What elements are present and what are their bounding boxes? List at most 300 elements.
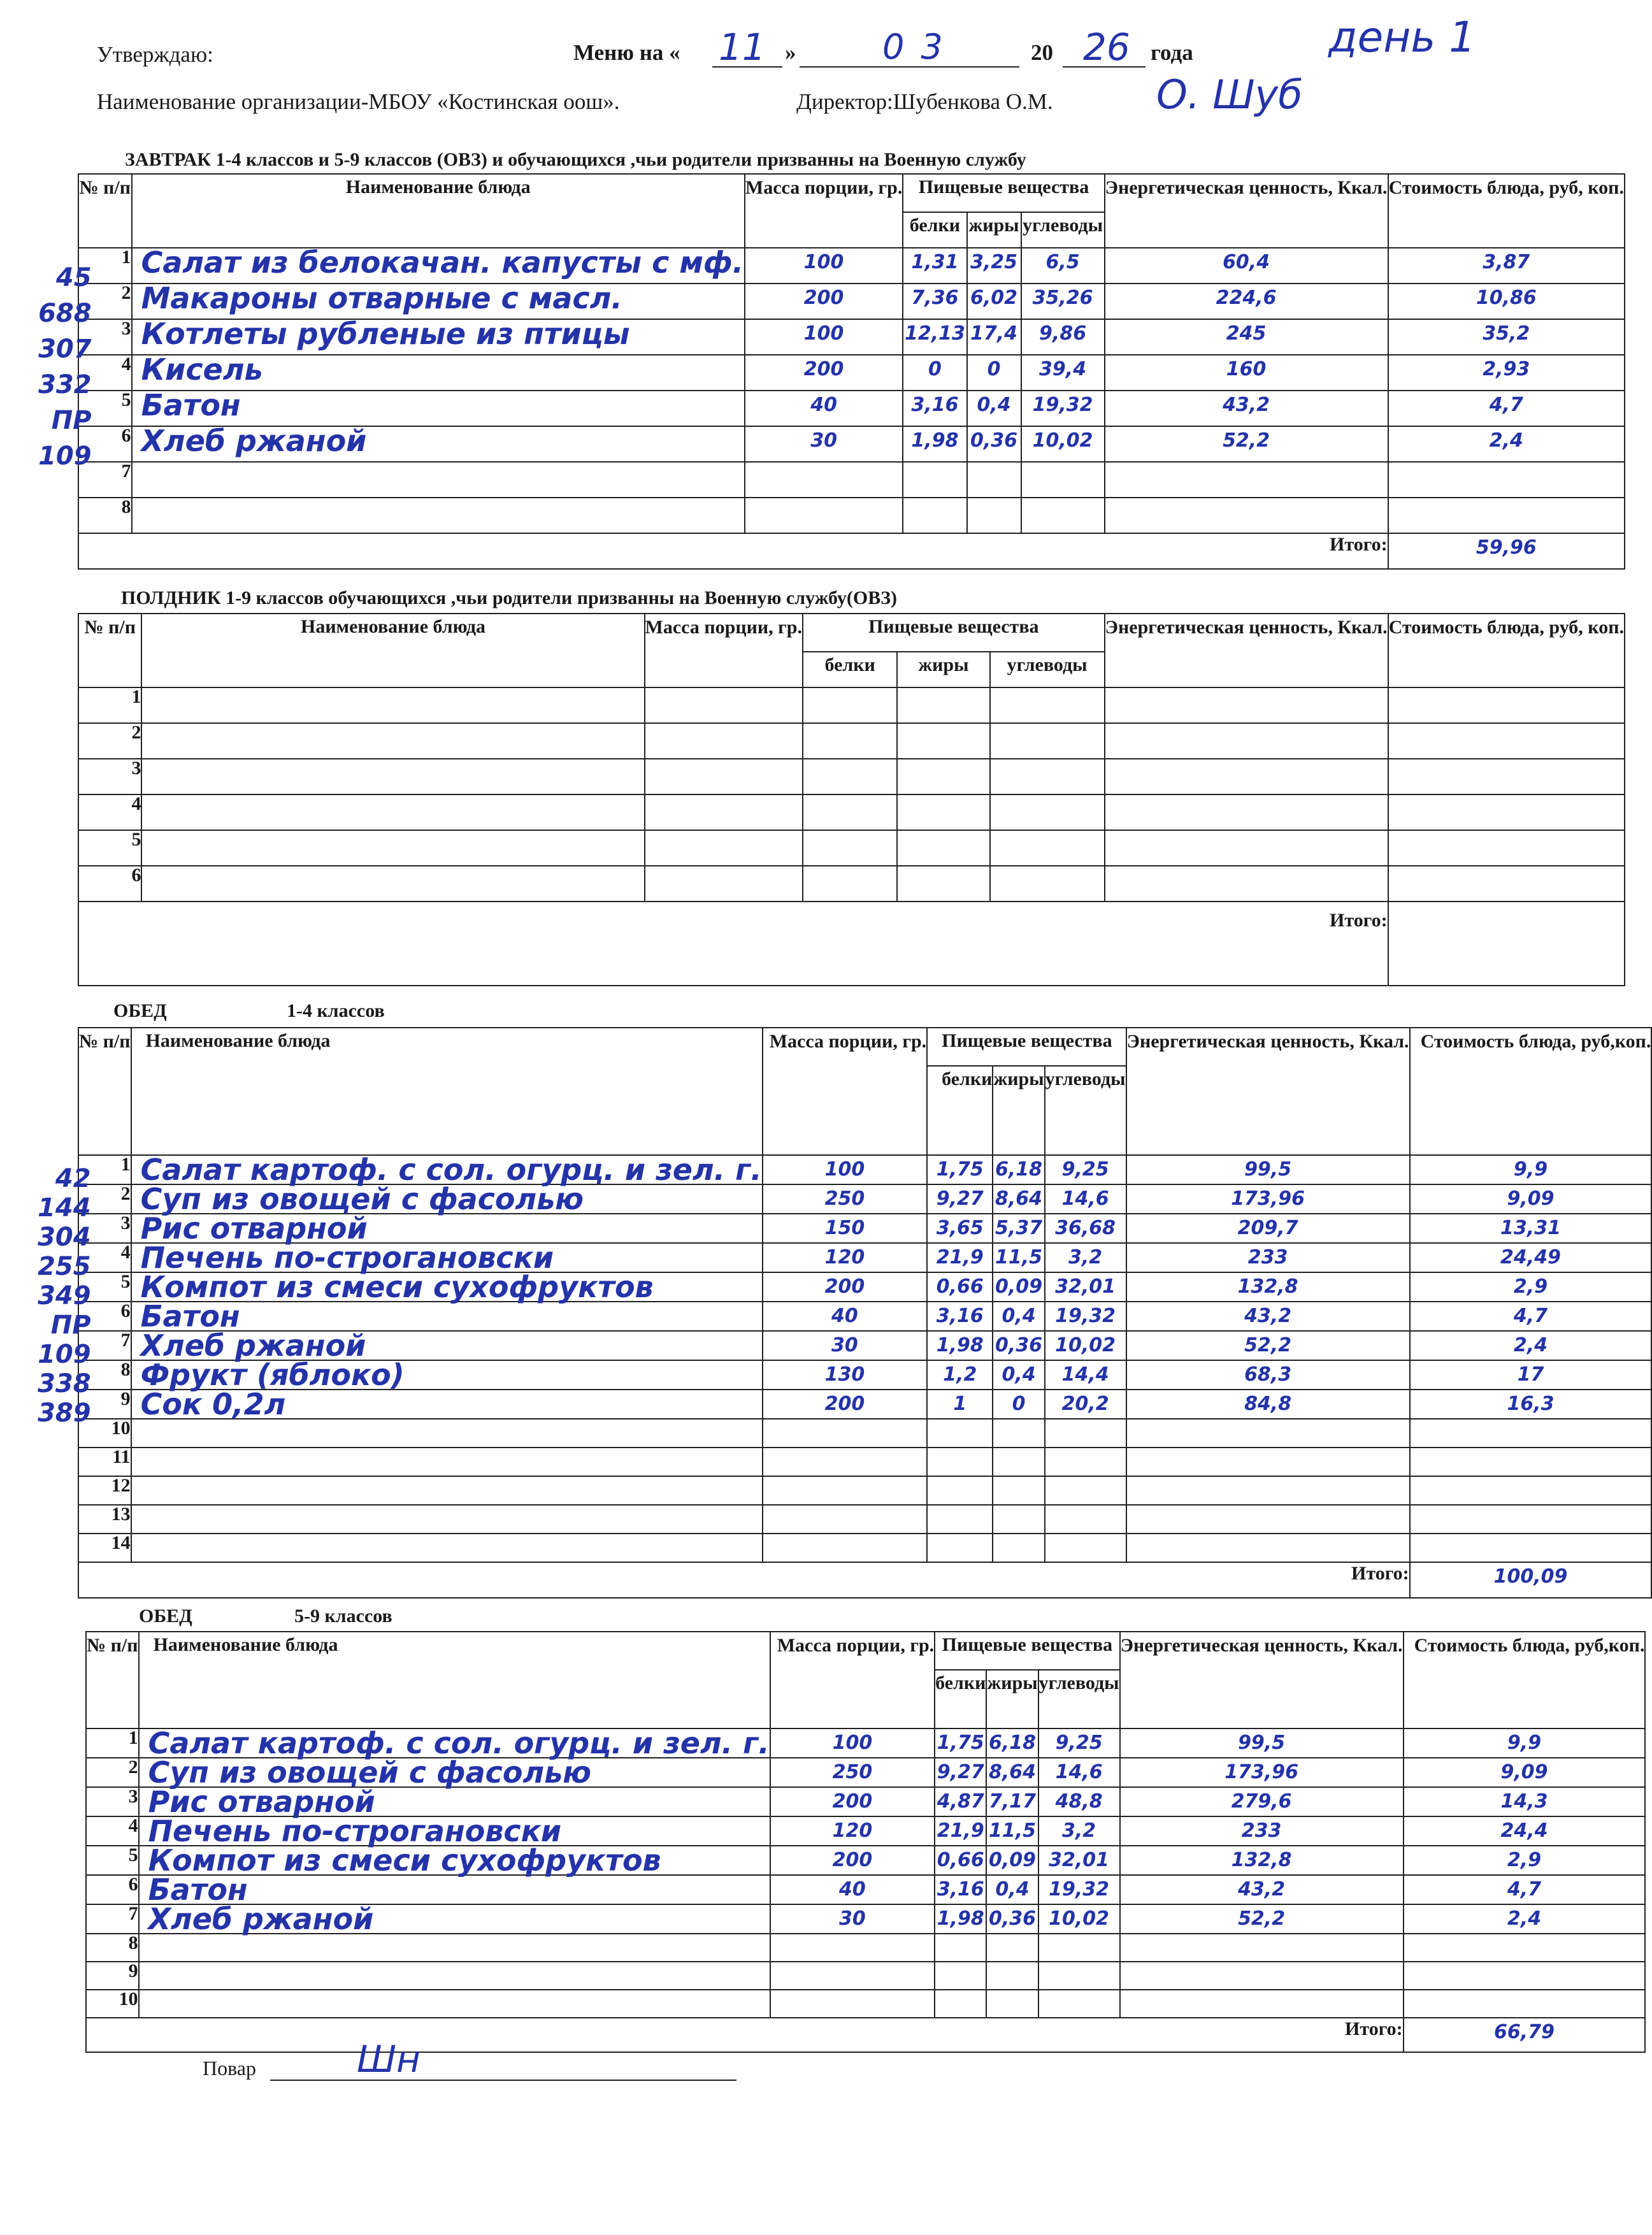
cell-carbs bbox=[1045, 1419, 1126, 1448]
row-number bbox=[38, 1212, 131, 1252]
cell-energy bbox=[1126, 1476, 1410, 1505]
cell-dish: Батон bbox=[132, 391, 745, 426]
col-nutrients: Пищевые вещества bbox=[803, 614, 1105, 652]
breakfast-rows bbox=[38, 245, 1625, 533]
cell-dish bbox=[131, 1476, 763, 1505]
cell-cost bbox=[1410, 1505, 1652, 1534]
col-cost: Стоимость блюда, руб,коп. bbox=[1404, 1632, 1646, 1728]
cell-dish bbox=[131, 1419, 763, 1448]
cell-dish bbox=[141, 794, 644, 830]
lunch59-rows bbox=[86, 1728, 1645, 2018]
menu-on-label: Меню на « bbox=[573, 40, 680, 65]
cell-protein: 21,9 bbox=[927, 1243, 993, 1272]
cell-energy bbox=[1105, 687, 1388, 723]
cell-energy bbox=[1126, 1505, 1410, 1534]
cell-energy bbox=[1120, 1962, 1404, 1990]
cell-protein bbox=[927, 1505, 993, 1534]
cell-cost: 9,9 bbox=[1404, 1728, 1646, 1758]
cell-protein bbox=[803, 723, 897, 759]
cell-energy bbox=[1105, 723, 1388, 759]
cell-energy: 68,3 bbox=[1126, 1360, 1410, 1390]
col-mass: Масса порции, гр. bbox=[745, 174, 903, 248]
cell-protein bbox=[803, 866, 897, 902]
cell-dish: Кисель bbox=[132, 355, 745, 391]
table-row bbox=[86, 1962, 1645, 1990]
table-row bbox=[78, 723, 1625, 759]
row-number: 1 bbox=[78, 687, 141, 723]
cell-mass: 200 bbox=[763, 1272, 927, 1302]
row-number-text: 1 bbox=[121, 247, 131, 268]
col-cost: Стоимость блюда, руб,коп. bbox=[1410, 1028, 1652, 1155]
row-number bbox=[55, 1154, 131, 1193]
director-signature: О. Шуб bbox=[1156, 71, 1303, 118]
cell-fat bbox=[897, 759, 989, 794]
table-row bbox=[78, 1155, 1651, 1184]
table-row bbox=[78, 1476, 1651, 1505]
table-row bbox=[78, 1214, 1651, 1243]
director-name: Директор:Шубенкова О.М. bbox=[796, 89, 1053, 114]
cell-fat bbox=[967, 462, 1021, 498]
cell-energy: 43,2 bbox=[1120, 1875, 1404, 1904]
table-row bbox=[78, 1272, 1651, 1302]
cell-mass bbox=[745, 498, 903, 533]
col-fat: жиры bbox=[897, 652, 989, 687]
col-protein: белки bbox=[903, 212, 966, 248]
cell-mass bbox=[645, 830, 803, 866]
cell-protein bbox=[935, 1990, 986, 2018]
lunch14-classes: 1-4 классов bbox=[287, 1000, 385, 1021]
breakfast-total-row bbox=[78, 533, 1625, 569]
row-number bbox=[38, 1271, 131, 1311]
row-number bbox=[78, 498, 132, 533]
cell-energy bbox=[1120, 1990, 1404, 2018]
col-nutrients: Пищевые вещества bbox=[927, 1028, 1126, 1066]
cell-energy: 84,8 bbox=[1126, 1390, 1410, 1419]
lunch14-total-label: Итого: bbox=[78, 1562, 1410, 1598]
cell-dish: Батон bbox=[139, 1875, 770, 1904]
cell-dish: Салат картоф. с сол. огурц. и зел. г. bbox=[131, 1155, 763, 1184]
cell-fat bbox=[897, 794, 989, 830]
row-number-text: 9 bbox=[120, 1388, 131, 1409]
snack-total-label: Итого: bbox=[78, 902, 1388, 986]
table-row bbox=[78, 284, 1625, 319]
row-number-text: 6 bbox=[120, 1300, 131, 1321]
col-nutrients: Пищевые вещества bbox=[935, 1632, 1119, 1670]
table-row bbox=[78, 355, 1625, 391]
cell-fat: 0,4 bbox=[986, 1875, 1038, 1904]
cell-carbs: 3,2 bbox=[1045, 1243, 1126, 1272]
cell-energy bbox=[1105, 498, 1388, 533]
table-row bbox=[78, 248, 1625, 284]
cell-protein bbox=[903, 498, 966, 533]
row-number: 6 bbox=[78, 866, 141, 902]
cell-protein: 1,98 bbox=[935, 1904, 986, 1934]
cell-energy: 99,5 bbox=[1120, 1728, 1404, 1758]
breakfast-table bbox=[38, 173, 1625, 570]
table-row bbox=[78, 759, 1625, 794]
cell-fat bbox=[897, 866, 989, 902]
lunch14-rows bbox=[38, 1153, 1651, 1562]
cell-protein: 9,27 bbox=[927, 1184, 993, 1214]
col-cost: Стоимость блюда, руб, коп. bbox=[1388, 174, 1625, 248]
cell-mass bbox=[770, 1962, 935, 1990]
cell-fat: 6,02 bbox=[967, 284, 1021, 319]
cell-energy bbox=[1105, 794, 1388, 830]
lunch14-total-value: 100,09 bbox=[1410, 1562, 1652, 1598]
col-fat: жиры bbox=[993, 1066, 1044, 1155]
row-number: 10 bbox=[86, 1990, 139, 2018]
cell-mass bbox=[745, 462, 903, 498]
cell-dish bbox=[141, 830, 644, 866]
cell-energy: 173,96 bbox=[1126, 1184, 1410, 1214]
cell-cost: 4,7 bbox=[1388, 391, 1625, 426]
row-number bbox=[38, 1330, 131, 1369]
cell-fat bbox=[986, 1934, 1038, 1962]
cell-protein: 0 bbox=[903, 355, 966, 391]
cell-energy bbox=[1126, 1419, 1410, 1448]
cell-dish bbox=[132, 498, 745, 533]
table-row bbox=[78, 1448, 1651, 1476]
row-number bbox=[38, 425, 132, 471]
row-number: 8 bbox=[86, 1934, 139, 1962]
row-number bbox=[38, 1242, 131, 1281]
cell-protein: 1,75 bbox=[927, 1155, 993, 1184]
cell-protein: 1 bbox=[927, 1390, 993, 1419]
cell-fat bbox=[993, 1505, 1044, 1534]
row-number-text: 8 bbox=[120, 1359, 131, 1380]
cell-dish: Хлеб ржаной bbox=[132, 426, 745, 462]
cell-mass: 100 bbox=[770, 1728, 935, 1758]
cell-fat: 17,4 bbox=[967, 319, 1021, 355]
cell-dish: Хлеб ржаной bbox=[131, 1331, 763, 1360]
cell-energy: 279,6 bbox=[1120, 1787, 1404, 1816]
cell-carbs: 6,5 bbox=[1021, 248, 1105, 284]
cell-carbs: 48,8 bbox=[1038, 1787, 1120, 1816]
cell-energy: 132,8 bbox=[1120, 1846, 1404, 1875]
recipe-code: 304 bbox=[38, 1223, 91, 1252]
cell-cost: 2,4 bbox=[1410, 1331, 1652, 1360]
cell-cost: 14,3 bbox=[1404, 1787, 1646, 1816]
cell-protein: 3,65 bbox=[927, 1214, 993, 1243]
cell-cost bbox=[1388, 687, 1625, 723]
cell-cost: 35,2 bbox=[1388, 319, 1625, 355]
cell-carbs: 10,02 bbox=[1038, 1904, 1120, 1934]
cell-mass: 100 bbox=[745, 248, 903, 284]
table-row bbox=[78, 391, 1625, 426]
recipe-code: 338 bbox=[38, 1369, 91, 1398]
cell-mass: 200 bbox=[770, 1787, 935, 1816]
cell-fat bbox=[993, 1419, 1044, 1448]
approve-label: Утверждаю: bbox=[97, 42, 213, 67]
cell-cost bbox=[1388, 830, 1625, 866]
cell-protein bbox=[927, 1534, 993, 1562]
snack-rows bbox=[78, 687, 1625, 902]
recipe-code: 307 bbox=[38, 334, 92, 364]
cell-protein bbox=[927, 1419, 993, 1448]
cell-mass: 100 bbox=[763, 1155, 927, 1184]
year-suffix: года bbox=[1151, 40, 1193, 65]
cell-mass: 250 bbox=[770, 1758, 935, 1787]
cell-dish: Суп из овощей с фасолью bbox=[139, 1758, 770, 1787]
cell-mass: 200 bbox=[770, 1846, 935, 1875]
table-row bbox=[78, 1302, 1651, 1331]
recipe-code: 332 bbox=[38, 370, 92, 399]
cell-energy: 160 bbox=[1105, 355, 1388, 391]
breakfast-header-row bbox=[78, 174, 1625, 212]
cell-cost: 24,4 bbox=[1404, 1816, 1646, 1846]
recipe-code: 688 bbox=[38, 299, 92, 328]
cell-cost bbox=[1404, 1934, 1646, 1962]
cell-dish: Печень по-строгановски bbox=[131, 1243, 763, 1272]
cell-dish: Хлеб ржаной bbox=[139, 1904, 770, 1934]
cell-mass: 30 bbox=[763, 1331, 927, 1360]
col-dish: Наименование блюда bbox=[139, 1632, 770, 1728]
cell-fat: 0,09 bbox=[986, 1846, 1038, 1875]
row-number: 10 bbox=[78, 1419, 131, 1448]
cell-cost bbox=[1410, 1534, 1652, 1562]
cell-mass bbox=[645, 687, 803, 723]
row-number: 6 bbox=[86, 1875, 139, 1904]
row-number bbox=[38, 1359, 131, 1398]
table-row bbox=[78, 794, 1625, 830]
cell-protein bbox=[927, 1476, 993, 1505]
cell-dish bbox=[131, 1448, 763, 1476]
cell-mass: 200 bbox=[745, 284, 903, 319]
cell-protein: 3,16 bbox=[927, 1302, 993, 1331]
cell-energy: 233 bbox=[1126, 1243, 1410, 1272]
cell-protein: 21,9 bbox=[935, 1816, 986, 1846]
cell-fat: 0 bbox=[993, 1390, 1044, 1419]
cell-protein: 1,98 bbox=[927, 1331, 993, 1360]
cell-cost bbox=[1388, 866, 1625, 902]
cell-carbs bbox=[1021, 498, 1105, 533]
cell-mass: 200 bbox=[745, 355, 903, 391]
cell-carbs bbox=[1038, 1934, 1120, 1962]
cell-dish: Салат картоф. с сол. огурц. и зел. г. bbox=[139, 1728, 770, 1758]
recipe-code: ПР bbox=[51, 406, 92, 435]
cell-cost: 2,9 bbox=[1404, 1846, 1646, 1875]
col-num: № п/п bbox=[86, 1632, 139, 1728]
cell-mass bbox=[645, 794, 803, 830]
row-number bbox=[38, 1183, 131, 1223]
cell-carbs bbox=[990, 723, 1105, 759]
row-number: 2 bbox=[86, 1758, 139, 1787]
cell-fat bbox=[967, 498, 1021, 533]
row-number-text: 6 bbox=[121, 425, 131, 446]
row-number: 4 bbox=[78, 794, 141, 830]
cell-energy bbox=[1105, 462, 1388, 498]
cell-energy: 209,7 bbox=[1126, 1214, 1410, 1243]
cell-carbs bbox=[1045, 1505, 1126, 1534]
cell-dish: Компот из смеси сухофруктов bbox=[139, 1846, 770, 1875]
row-number-text: 3 bbox=[120, 1212, 131, 1233]
cell-dish: Сок 0,2л bbox=[131, 1390, 763, 1419]
col-energy: Энергетическая ценность, Ккал. bbox=[1120, 1632, 1404, 1728]
recipe-code: 45 bbox=[55, 263, 92, 292]
col-carbs: углеводы bbox=[990, 652, 1105, 687]
cell-energy: 52,2 bbox=[1126, 1331, 1410, 1360]
cell-dish: Батон bbox=[131, 1302, 763, 1331]
cook-signature-line bbox=[270, 2080, 736, 2081]
cell-protein: 12,13 bbox=[903, 319, 966, 355]
row-number: 14 bbox=[78, 1534, 131, 1562]
cell-energy: 173,96 bbox=[1120, 1758, 1404, 1787]
row-number-text: 7 bbox=[121, 461, 131, 482]
cell-protein bbox=[803, 687, 897, 723]
table-row bbox=[78, 1419, 1651, 1448]
cell-dish: Котлеты рубленые из птицы bbox=[132, 319, 745, 355]
cell-fat: 0,36 bbox=[993, 1331, 1044, 1360]
cell-cost bbox=[1388, 462, 1625, 498]
cell-carbs bbox=[1021, 462, 1105, 498]
cell-fat bbox=[986, 1962, 1038, 1990]
cell-carbs: 9,86 bbox=[1021, 319, 1105, 355]
cell-energy: 245 bbox=[1105, 319, 1388, 355]
cell-carbs: 3,2 bbox=[1038, 1816, 1120, 1846]
col-fat: жиры bbox=[986, 1670, 1038, 1728]
row-number: 3 bbox=[78, 759, 141, 794]
col-energy: Энергетическая ценность, Ккал. bbox=[1105, 614, 1388, 687]
cell-carbs: 19,32 bbox=[1038, 1875, 1120, 1904]
cell-fat: 0,09 bbox=[993, 1272, 1044, 1302]
cell-energy bbox=[1105, 866, 1388, 902]
row-number: 1 bbox=[86, 1728, 139, 1758]
table-row bbox=[86, 1875, 1645, 1904]
cell-mass bbox=[645, 759, 803, 794]
row-number: 4 bbox=[86, 1816, 139, 1846]
row-number-text: 7 bbox=[120, 1330, 131, 1351]
col-mass: Масса порции, гр. bbox=[770, 1632, 935, 1728]
recipe-code: 389 bbox=[38, 1398, 91, 1428]
row-number bbox=[51, 389, 132, 435]
recipe-code: 144 bbox=[38, 1193, 91, 1223]
cell-mass: 40 bbox=[745, 391, 903, 426]
cell-carbs: 14,4 bbox=[1045, 1360, 1126, 1390]
cell-mass bbox=[763, 1534, 927, 1562]
cell-carbs bbox=[1045, 1448, 1126, 1476]
recipe-code: ПР bbox=[50, 1311, 91, 1340]
cell-dish: Суп из овощей с фасолью bbox=[131, 1184, 763, 1214]
row-number-text: 2 bbox=[120, 1183, 131, 1204]
cell-energy: 43,2 bbox=[1126, 1302, 1410, 1331]
cell-fat: 6,18 bbox=[993, 1155, 1044, 1184]
cell-dish bbox=[132, 462, 745, 498]
cell-carbs: 39,4 bbox=[1021, 355, 1105, 391]
cell-cost: 16,3 bbox=[1410, 1390, 1652, 1419]
cell-cost: 24,49 bbox=[1410, 1243, 1652, 1272]
cell-mass bbox=[763, 1505, 927, 1534]
row-number-text: 4 bbox=[121, 354, 131, 375]
table-row bbox=[78, 1184, 1651, 1214]
col-energy: Энергетическая ценность, Ккал. bbox=[1105, 174, 1388, 248]
cell-mass bbox=[770, 1990, 935, 2018]
cell-fat bbox=[993, 1534, 1044, 1562]
cell-cost: 13,31 bbox=[1410, 1214, 1652, 1243]
cell-carbs: 19,32 bbox=[1045, 1302, 1126, 1331]
organization-name: Наименование организации-МБОУ «Костинская оош». bbox=[97, 89, 620, 114]
table-row bbox=[86, 1787, 1645, 1816]
table-row bbox=[86, 1846, 1645, 1875]
cell-mass: 100 bbox=[745, 319, 903, 355]
cell-cost bbox=[1388, 498, 1625, 533]
cell-mass: 30 bbox=[770, 1904, 935, 1934]
table-row bbox=[78, 319, 1625, 355]
cell-energy: 52,2 bbox=[1120, 1904, 1404, 1934]
cell-fat: 5,37 bbox=[993, 1214, 1044, 1243]
table-row bbox=[78, 1505, 1651, 1534]
cell-carbs: 36,68 bbox=[1045, 1214, 1126, 1243]
cell-fat bbox=[993, 1476, 1044, 1505]
cell-energy: 233 bbox=[1120, 1816, 1404, 1846]
recipe-code: 109 bbox=[38, 1340, 91, 1369]
cook-label: Повар bbox=[203, 2057, 256, 2080]
row-number: 5 bbox=[78, 830, 141, 866]
cell-fat bbox=[897, 830, 989, 866]
cell-cost: 2,9 bbox=[1410, 1272, 1652, 1302]
cell-carbs: 32,01 bbox=[1038, 1846, 1120, 1875]
row-number bbox=[38, 1388, 131, 1428]
menu-year-value: 26 bbox=[1083, 25, 1130, 69]
cell-carbs bbox=[990, 759, 1105, 794]
row-number: 5 bbox=[86, 1846, 139, 1875]
table-row bbox=[78, 1534, 1651, 1562]
cell-carbs bbox=[990, 687, 1105, 723]
cell-dish: Салат из белокачан. капусты с мф. bbox=[132, 248, 745, 284]
cell-dish bbox=[139, 1934, 770, 1962]
recipe-code: 349 bbox=[38, 1281, 91, 1311]
cell-carbs: 32,01 bbox=[1045, 1272, 1126, 1302]
lunch59-title: ОБЕД bbox=[139, 1606, 192, 1627]
cell-carbs bbox=[1038, 1962, 1120, 1990]
col-carbs: углеводы bbox=[1045, 1066, 1126, 1155]
row-number: 12 bbox=[78, 1476, 131, 1505]
cell-protein: 0,66 bbox=[927, 1272, 993, 1302]
cook-signature: Шн bbox=[357, 2037, 420, 2081]
cell-fat bbox=[897, 687, 989, 723]
cell-cost bbox=[1410, 1448, 1652, 1476]
cell-energy: 52,2 bbox=[1105, 426, 1388, 462]
table-row bbox=[78, 1243, 1651, 1272]
row-number-text: 8 bbox=[121, 496, 131, 517]
cell-mass bbox=[770, 1934, 935, 1962]
cell-protein: 1,98 bbox=[903, 426, 966, 462]
cell-protein: 1,2 bbox=[927, 1360, 993, 1390]
cell-dish: Рис отварной bbox=[139, 1787, 770, 1816]
cell-cost bbox=[1388, 794, 1625, 830]
cell-mass bbox=[645, 866, 803, 902]
table-row bbox=[86, 1816, 1645, 1846]
cell-dish bbox=[141, 723, 644, 759]
cell-fat: 8,64 bbox=[986, 1758, 1038, 1787]
cell-protein: 0,66 bbox=[935, 1846, 986, 1875]
cell-carbs: 10,02 bbox=[1045, 1331, 1126, 1360]
row-number: 9 bbox=[86, 1962, 139, 1990]
col-carbs: углеводы bbox=[1038, 1670, 1120, 1728]
cell-protein: 7,36 bbox=[903, 284, 966, 319]
cell-mass bbox=[763, 1419, 927, 1448]
cell-protein bbox=[803, 759, 897, 794]
recipe-code: 255 bbox=[38, 1252, 91, 1281]
lunch59-total-value: 66,79 bbox=[1404, 2018, 1646, 2052]
table-row bbox=[78, 687, 1625, 723]
cell-energy bbox=[1126, 1534, 1410, 1562]
cell-carbs bbox=[1045, 1476, 1126, 1505]
row-number-text: 5 bbox=[120, 1271, 131, 1292]
cell-mass: 30 bbox=[745, 426, 903, 462]
cell-energy: 43,2 bbox=[1105, 391, 1388, 426]
row-number: 3 bbox=[86, 1787, 139, 1816]
table-row bbox=[86, 1758, 1645, 1787]
